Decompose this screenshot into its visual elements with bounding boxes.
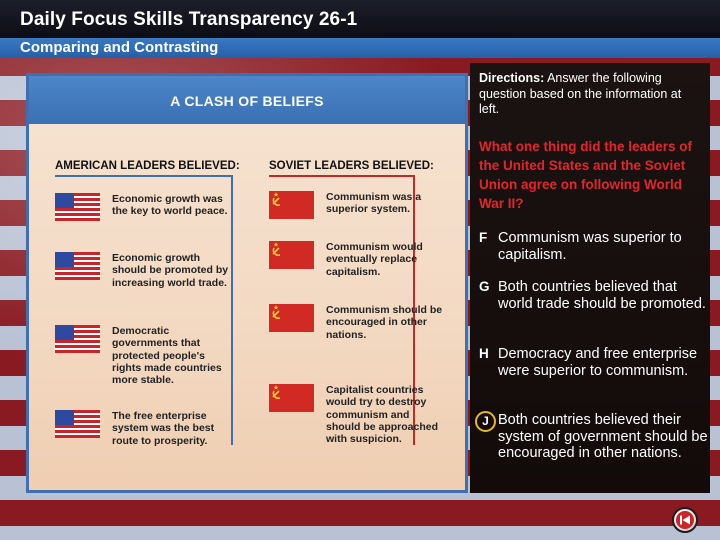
american-belief-item <box>55 325 231 389</box>
soviet-belief-item <box>269 304 443 356</box>
soviet-flag-icon <box>269 191 314 219</box>
american-belief-text: The free enterprise system was the best route to prosperity. <box>112 410 215 447</box>
soviet-belief-item <box>269 384 439 448</box>
american-heading-rule <box>55 175 233 177</box>
american-belief-text: Democratic governments that protected people's rights made countries more stable. <box>112 325 222 387</box>
header-title: Daily Focus Skills Transparency 26-1 <box>0 0 720 38</box>
option-text: Communism was superior to capitalism. <box>498 230 682 263</box>
american-belief-item <box>55 193 231 233</box>
option-letter: F <box>479 230 488 245</box>
soviet-belief-item <box>269 241 423 281</box>
american-belief-text: Economic growth should be promoted by increasing world trade. <box>112 252 229 289</box>
us-flag-icon <box>55 410 100 438</box>
option-letter: G <box>479 279 490 294</box>
soviet-flag-icon <box>269 241 314 269</box>
soviet-belief-text: Communism would eventually replace capitalism. <box>326 241 423 278</box>
home-button[interactable] <box>672 507 698 533</box>
clash-of-beliefs-chart <box>26 73 468 493</box>
home-icon <box>676 511 694 529</box>
option-text: Both countries believed that world trade should be promoted. <box>498 279 706 312</box>
us-flag-icon <box>55 193 100 221</box>
soviet-belief-text: Communism was a superior system. <box>326 191 422 216</box>
soviet-column-heading: SOVIET LEADERS BELIEVED: <box>269 160 434 172</box>
soviet-belief-text: Communism should be encouraged in other nations. <box>326 304 443 341</box>
soviet-flag-icon <box>269 384 314 412</box>
directions-panel <box>470 63 710 493</box>
question-text: What one thing did the leaders of the United States and the Soviet Union agree on following World War II? <box>479 139 693 211</box>
header-subtitle: Comparing and Contrasting <box>0 38 720 58</box>
option-text: Democracy and free enterprise were superior to communism. <box>498 346 698 379</box>
option-letter-circled: J <box>475 411 496 432</box>
us-flag-icon <box>55 252 100 280</box>
directions-label: Directions: <box>479 71 545 85</box>
directions-body: Answer the following question based on the information at left. <box>479 71 682 116</box>
directions-text <box>479 71 703 118</box>
soviet-flag-icon <box>269 304 314 332</box>
chart-title: A CLASH OF BELIEFS <box>29 76 465 124</box>
american-belief-item <box>55 252 231 304</box>
option-letter: H <box>479 346 489 361</box>
american-belief-text: Economic growth was the key to world peace. <box>112 193 228 218</box>
us-flag-icon <box>55 325 100 353</box>
option-text: Both countries believed their system of government should be encouraged in other nations. <box>498 412 708 461</box>
soviet-heading-rule <box>269 175 415 177</box>
soviet-belief-text: Capitalist countries would try to destroy communism and should be approached with suspicion. <box>326 384 439 446</box>
american-column-heading: AMERICAN LEADERS BELIEVED: <box>55 160 240 172</box>
american-belief-item <box>55 410 231 450</box>
soviet-belief-item <box>269 191 422 219</box>
